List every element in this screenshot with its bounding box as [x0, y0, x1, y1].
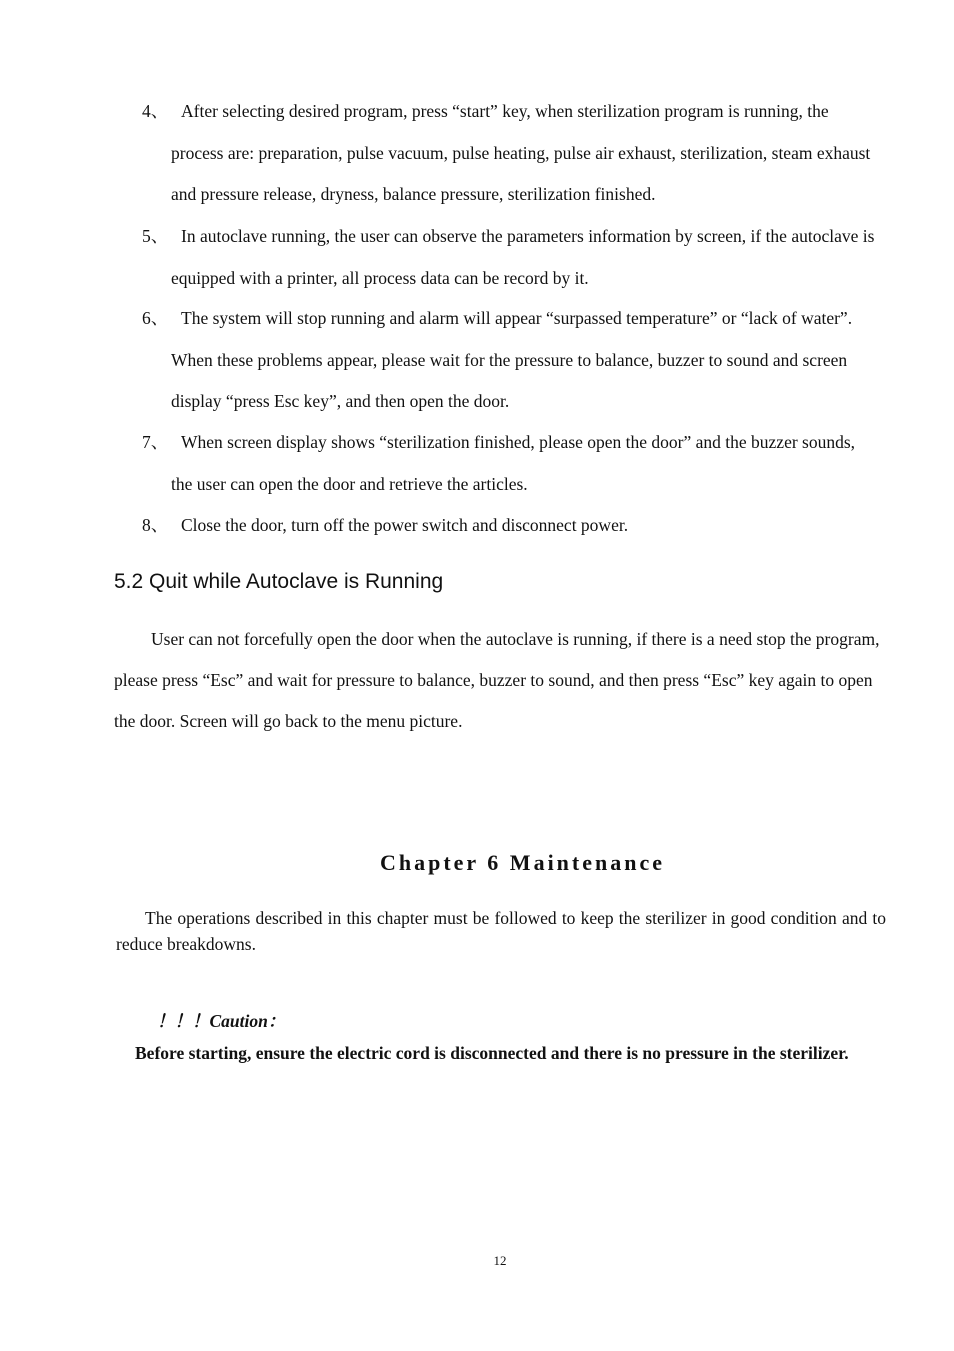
step-text: After selecting desired program, press “start” key, when sterilization program is running, the process are: preparation, pulse vacuum, pulse heating, pulse air exhaust, sterilization, steam exhaust and pressure release, dryness, balance pressure, sterilization finished. — [171, 101, 871, 204]
step-number: 5、 — [142, 226, 169, 246]
step-number: 7、 — [142, 432, 169, 452]
step-text: When screen display shows “sterilization finished, please open the door” and the buzzer sounds, the user can open the door and retrieve the articles. — [171, 432, 856, 494]
step-item-7 — [142, 422, 877, 505]
chapter-intro-paragraph: The operations described in this chapter must be followed to keep the sterilizer in good condition and to reduce breakdowns. — [116, 908, 886, 954]
caution-label: ！！！Caution： — [157, 1011, 286, 1031]
step-item-5 — [142, 216, 877, 299]
step-text: In autoclave running, the user can observe the parameters information by screen, if the autoclave is equipped with a printer, all process data can be record by it. — [171, 226, 875, 288]
caution-text: Before starting, ensure the electric cord is disconnected and there is no pressure in the sterilizer. — [135, 1043, 849, 1063]
section-5-2-paragraph: User can not forcefully open the door when the autoclave is running, if there is a need stop the program, please press “Esc” and wait for pressure to balance, buzzer to sound, and then press “Esc” key again to open the door. Screen will go back to the menu picture. — [114, 629, 880, 731]
step-number: 4、 — [142, 101, 169, 121]
step-number: 8、 — [142, 515, 169, 535]
step-item-8 — [142, 505, 877, 547]
step-text: The system will stop running and alarm will appear “surpassed temperature” or “lack of water”. When these problems appear, please wait for the pressure to balance, buzzer to sound and screen display “press Esc key”, and then open the door. — [171, 308, 853, 411]
step-number: 6、 — [142, 308, 169, 328]
chapter-title: Chapter 6 Maintenance — [379, 850, 666, 875]
step-item-4 — [142, 91, 877, 216]
step-item-6 — [142, 298, 877, 423]
step-text: Close the door, turn off the power switch and disconnect power. — [181, 515, 629, 535]
section-heading-5-2: 5.2 Quit while Autoclave is Running — [114, 570, 444, 593]
page-number: 12 — [493, 1253, 507, 1268]
